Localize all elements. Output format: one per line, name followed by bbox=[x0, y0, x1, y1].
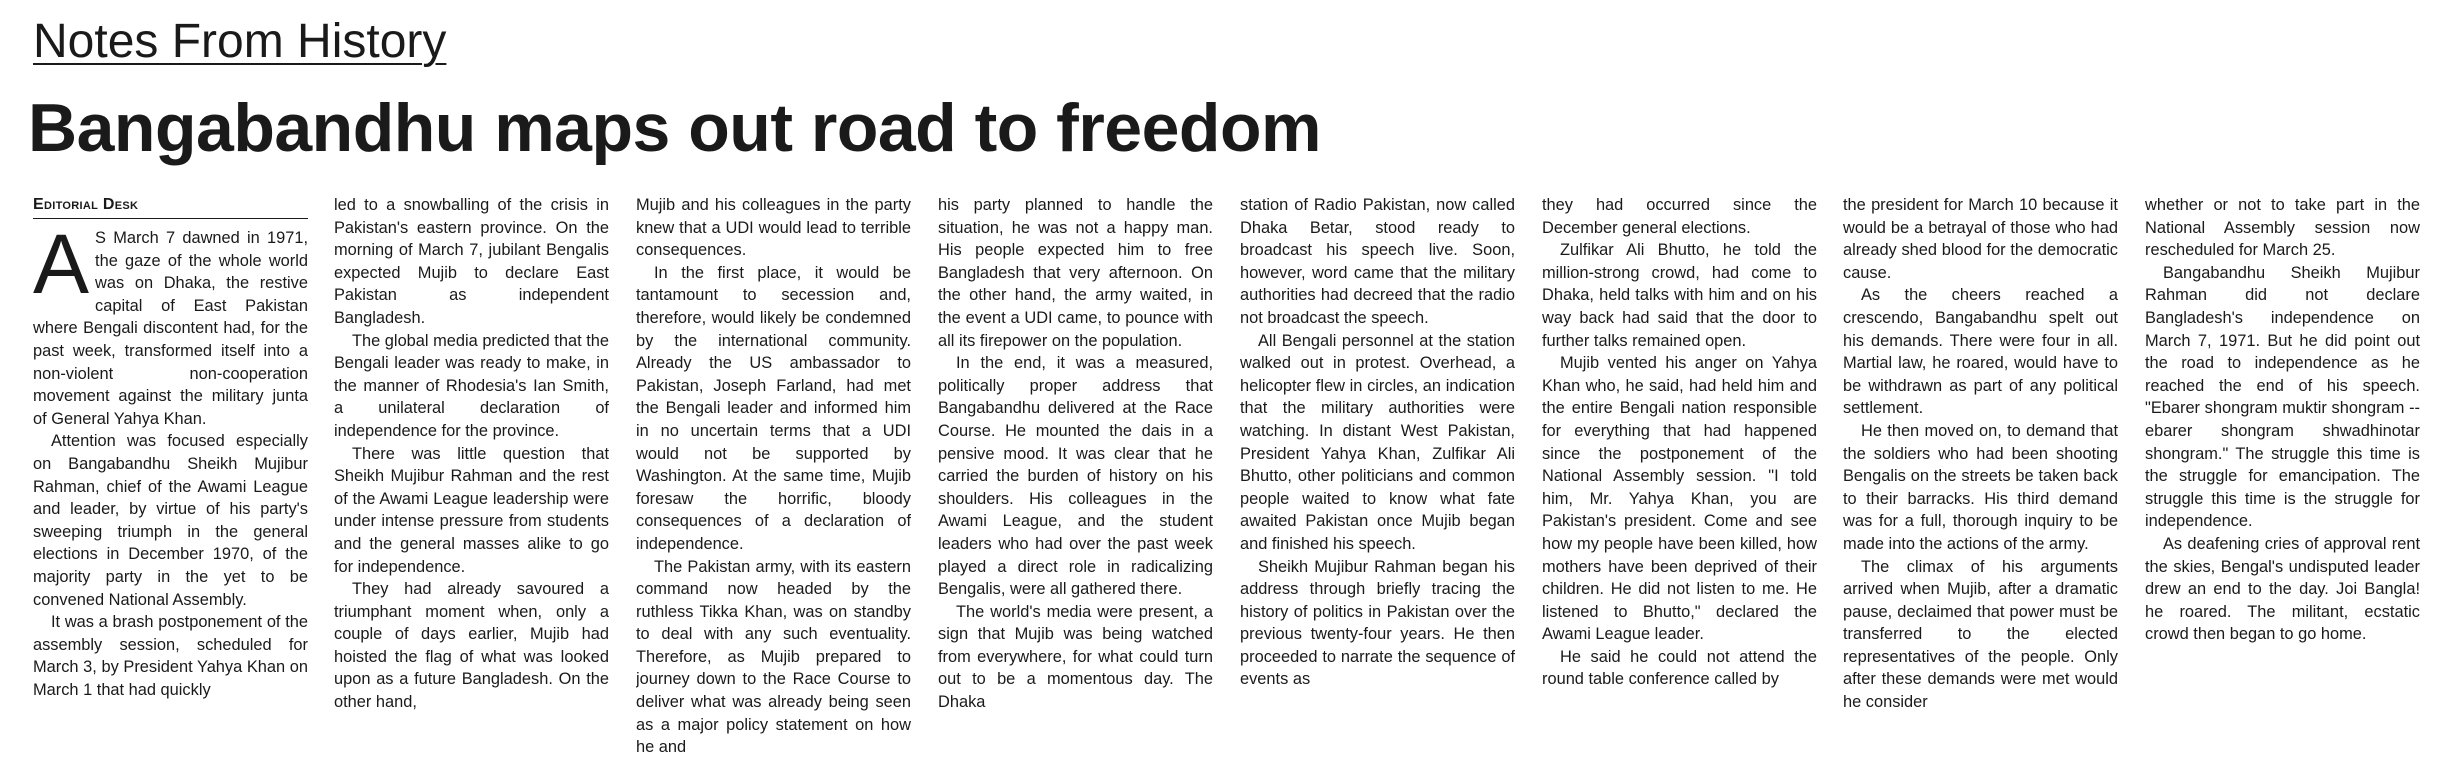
paragraph: station of Radio Pakistan, now called Dhaka Betar, stood ready to broadcast his speech live. Soon, however, word came that the military authorities had decreed that the radio not broadcast the speech. bbox=[1240, 196, 1515, 327]
paragraph: The world's media were present, a sign that Mujib was being watched from everywhere, for what could turn out to be a momentous day. The Dhaka bbox=[938, 602, 1213, 712]
article-column-3 bbox=[636, 194, 911, 774]
paragraph: In the end, it was a measured, politically proper address that Bangabandhu delivered at the Race Course. He mounted the dais in a pensive mood. It was clear that he carried the burden of history on his shoulders. His colleagues in the Awami League, and the student leaders who had over the past week played a direct role in radicalizing Bengalis, were all gathered there. bbox=[938, 354, 1213, 599]
article-column-1 bbox=[33, 194, 308, 774]
paragraph: It was a brash postponement of the assembly session, scheduled for March 3, by President Yahya Khan on March 1 that had quickly bbox=[33, 613, 308, 699]
paragraph: whether or not to take part in the National Assembly session now rescheduled for March 25. bbox=[2145, 196, 2420, 260]
section-kicker: Notes From History bbox=[33, 15, 447, 68]
paragraph: Mujib vented his anger on Yahya Khan who, he said, had held him and the entire Bengali nation responsible for everything that had happened since the postponement of the National Assembly session. "I told him, Mr. Yahya Khan, you are Pakistan's president. Come and see how my people have been killed, how mothers have been deprived of their children. He did not listen to me. He listened to Bhutto," declared the Awami League leader. bbox=[1542, 354, 1817, 644]
paragraph: The climax of his arguments arrived when Mujib, after a dramatic pause, declaimed that power must be transferred to the elected representatives of the people. Only after these demands were met would he consider bbox=[1843, 557, 2118, 712]
article-column-6 bbox=[1542, 194, 1817, 774]
drop-cap: A bbox=[33, 217, 90, 311]
article-column-7 bbox=[1843, 194, 2118, 774]
paragraph: In the first place, it would be tantamount to secession and, therefore, would likely be condemned by the international community. Already the US ambassador to Pakistan, Joseph Farland, had met the Bengali leader and informed him in no uncertain terms that a UDI would not be supported by Washington. At the same time, Mujib foresaw the horrific, bloody consequences of a declaration of independence. bbox=[636, 263, 911, 553]
paragraph: He said he could not attend the round table conference called by bbox=[1542, 647, 1817, 689]
byline: Editorial Desk bbox=[33, 194, 308, 219]
paragraph: his party planned to handle the situation, he was not a happy man. His people expected him to free Bangladesh that very afternoon. On the other hand, the army waited, in the event a UDI came, to pounce with all its firepower on the population. bbox=[938, 196, 1213, 350]
paragraph: Bangabandhu Sheikh Mujibur Rahman did not declare Bangladesh's independence on March 7, 1971. But he did point out the road to independence as he reached the end of his speech. "Ebarer shongram muktir shongram -- ebarer shongram shwadhinotar shongram." The struggle this time is the struggle for emancipation. The struggle this time is the struggle for independence. bbox=[2145, 263, 2420, 531]
paragraph: Mujib and his colleagues in the party knew that a UDI would lead to terrible consequences. bbox=[636, 196, 911, 260]
paragraph: As deafening cries of approval rent the skies, Bengal's undisputed leader drew an end to the day. Joi Bangla! he roared. The militant, ecstatic crowd then began to go home. bbox=[2145, 534, 2420, 644]
paragraph: they had occurred since the December general elections. bbox=[1542, 196, 1817, 237]
article-column-5 bbox=[1240, 194, 1515, 774]
paragraph: As the cheers reached a crescendo, Bangabandhu spelt out his demands. There were four in all. Martial law, he roared, would have to be withdrawn as part of any political settlement. bbox=[1843, 286, 2118, 418]
article-column-2 bbox=[334, 194, 609, 774]
paragraph: There was little question that Sheikh Mujibur Rahman and the rest of the Awami League leadership were under intense pressure from students and the general masses alike to go for independence. bbox=[334, 444, 609, 576]
paragraph: He then moved on, to demand that the soldiers who had been shooting Bengalis on the streets be taken back to their barracks. His third demand was for a full, thorough inquiry to be made into the actions of the army. bbox=[1843, 421, 2118, 553]
paragraph: S March 7 dawned in 1971, the gaze of the whole world was on Dhaka, the restive capital of East Pakistan where Bengali discontent had, for the past week, transformed itself into a non-violent non-cooperation movement against the military junta of General Yahya Khan. bbox=[33, 229, 308, 428]
article-headline: Bangabandhu maps out road to freedom bbox=[28, 90, 1321, 166]
paragraph: All Bengali personnel at the station walked out in protest. Overhead, a helicopter flew in circles, an indication that the military authorities were watching. In distant West Pakistan, President Yahya Khan, Zulfikar Ali Bhutto, other politicians and common people waited to know what fate awaited Pakistan once Mujib began and finished his speech. bbox=[1240, 331, 1515, 553]
paragraph: led to a snowballing of the crisis in Pakistan's eastern province. On the morning of March 7, jubilant Bengalis expected Mujib to declare East Pakistan as independent Bangladesh. bbox=[334, 196, 609, 327]
paragraph: The global media predicted that the Bengali leader was ready to make, in the manner of Rhodesia's Ian Smith, a unilateral declaration of independence for the province. bbox=[334, 331, 609, 440]
article-column-4 bbox=[938, 194, 1213, 774]
paragraph: Sheikh Mujibur Rahman began his address through briefly tracing the history of politics in Pakistan over the previous twenty-four years. He then proceeded to narrate the sequence of events as bbox=[1240, 557, 1515, 689]
paragraph: Attention was focused especially on Bangabandhu Sheikh Mujibur Rahman, chief of the Awami League and leader, by virtue of his party's sweeping triumph in the general elections in December 1970, of the majority party in the yet to be convened National Assembly. bbox=[33, 432, 308, 609]
paragraph: Zulfikar Ali Bhutto, he told the million-strong crowd, had come to Dhaka, held talks with him and on his way back had said that the door to further talks remained open. bbox=[1542, 241, 1817, 350]
article-column-8 bbox=[2145, 194, 2420, 774]
paragraph: the president for March 10 because it would be a betrayal of those who had already shed blood for the democratic cause. bbox=[1843, 196, 2118, 282]
paragraph: They had already savoured a triumphant moment when, only a couple of days earlier, Mujib had hoisted the flag of what was looked upon as a future Bangladesh. On the other hand, bbox=[334, 580, 609, 712]
paragraph: The Pakistan army, with its eastern command now headed by the ruthless Tikka Khan, was on standby to deal with any such eventuality. Therefore, as Mujib prepared to journey down to the Race Course to deliver what was already being seen as a major policy statement on how he and bbox=[636, 557, 911, 757]
